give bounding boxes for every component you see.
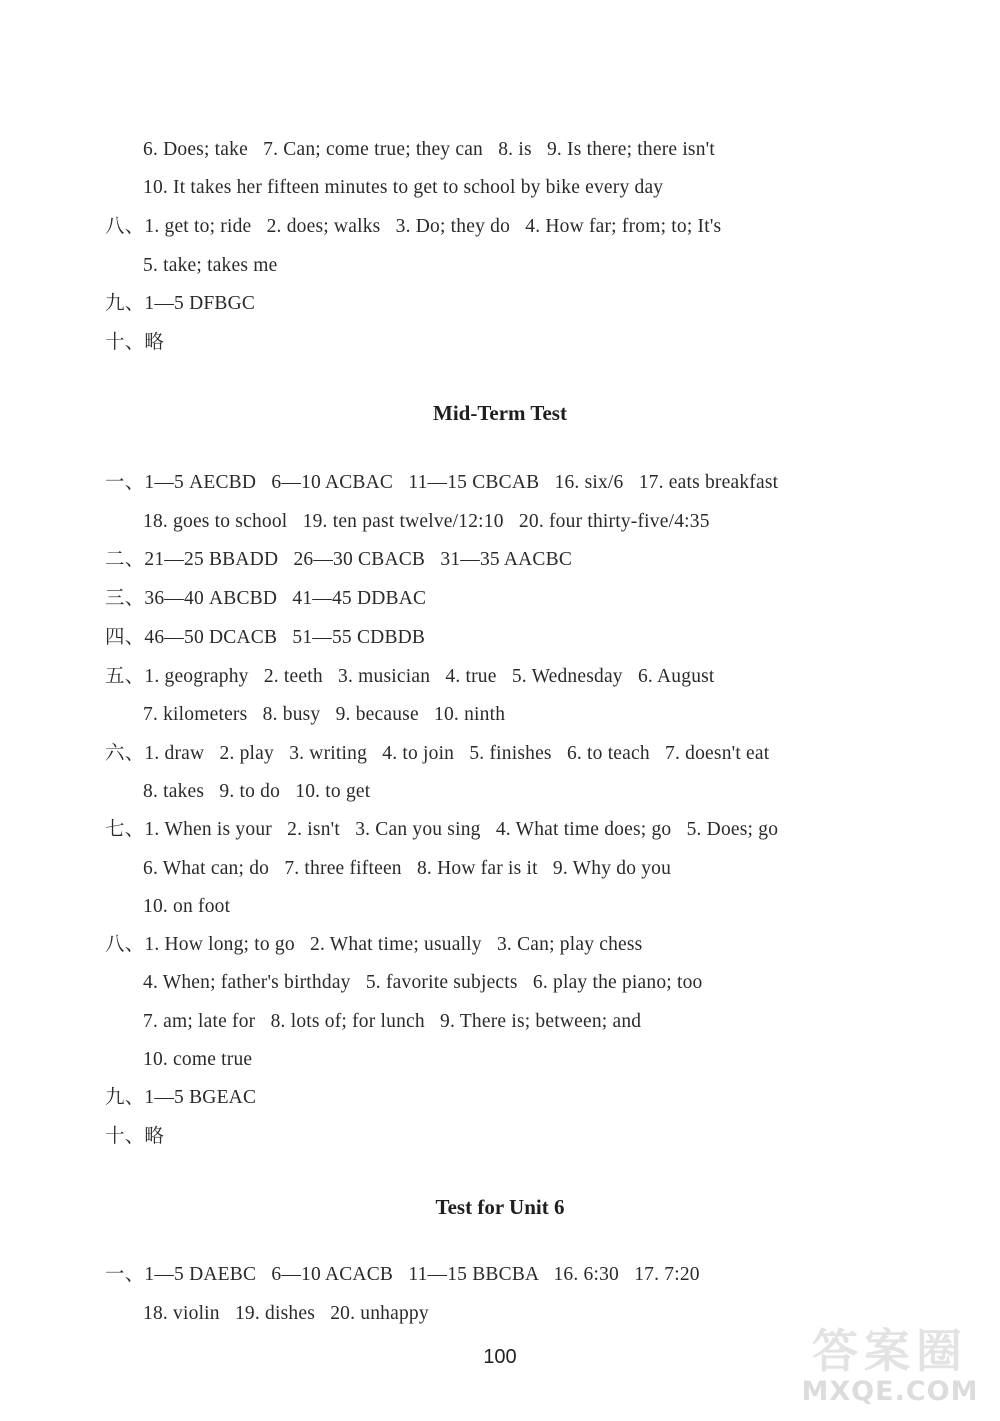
- watermark-logo: [790, 1318, 990, 1410]
- answer-line-mt-7: 7. kilometers 8. busy 9. because 10. ninth: [143, 704, 506, 725]
- answer-line-u5-5: 九、1—5 DFBGC: [105, 293, 256, 314]
- answer-line-mt-13: 八、1. How long; to go 2. What time; usually 3. Can; play chess: [105, 934, 643, 955]
- answer-line-mt-6: 五、1. geography 2. teeth 3. musician 4. true 5. Wednesday 6. August: [105, 666, 715, 687]
- answer-line-mt-4: 三、36—40 ABCBD 41—45 DDBAC: [105, 588, 427, 609]
- answer-line-u5-1: 6. Does; take 7. Can; come true; they can 8. is 9. Is there; there isn't: [143, 139, 716, 160]
- answer-line-mt-18: 十、略: [105, 1126, 165, 1147]
- answer-line-mt-5: 四、46—50 DCACB 51—55 CDBDB: [105, 627, 426, 648]
- answer-line-mt-2: 18. goes to school 19. ten past twelve/12:10 20. four thirty-five/4:35: [143, 511, 710, 532]
- answer-line-u6-2: 18. violin 19. dishes 20. unhappy: [143, 1303, 429, 1324]
- answer-line-mt-12: 10. on foot: [143, 896, 231, 917]
- answer-line-u6-1: 一、1—5 DAEBC 6—10 ACACB 11—15 BBCBA 16. 6:30 17. 7:20: [105, 1264, 700, 1285]
- answer-line-mt-16: 10. come true: [143, 1049, 253, 1070]
- answer-line-mt-10: 七、1. When is your 2. isn't 3. Can you sing 4. What time does; go 5. Does; go: [105, 819, 779, 840]
- answer-line-mt-17: 九、1—5 BGEAC: [105, 1087, 257, 1108]
- answer-line-mt-15: 7. am; late for 8. lots of; for lunch 9. There is; between; and: [143, 1011, 642, 1032]
- answer-line-u5-3: 八、1. get to; ride 2. does; walks 3. Do; they do 4. How far; from; to; It's: [105, 216, 722, 237]
- answer-line-mt-11: 6. What can; do 7. three fifteen 8. How far is it 9. Why do you: [143, 858, 672, 879]
- answer-line-mt-1: 一、1—5 AECBD 6—10 ACBAC 11—15 CBCAB 16. six/6 17. eats breakfast: [105, 472, 779, 493]
- answer-line-u5-2: 10. It takes her fifteen minutes to get to school by bike every day: [143, 177, 664, 198]
- watermark-logo-chinese: 答案圈: [812, 1324, 968, 1378]
- watermark-logo-domain: MXQE.COM: [801, 1376, 979, 1407]
- section-title-unit6: Test for Unit 6: [435, 1195, 565, 1219]
- section-title-midterm: Mid-Term Test: [433, 401, 567, 425]
- page-number: 100: [483, 1346, 517, 1368]
- answer-line-mt-8: 六、1. draw 2. play 3. writing 4. to join 5. finishes 6. to teach 7. doesn't eat: [105, 743, 770, 764]
- answer-line-mt-9: 8. takes 9. to do 10. to get: [143, 781, 371, 802]
- answer-line-u5-4: 5. take; takes me: [143, 255, 278, 276]
- answer-line-u5-6: 十、略: [105, 332, 165, 353]
- answer-line-mt-14: 4. When; father's birthday 5. favorite subjects 6. play the piano; too: [143, 972, 703, 993]
- answer-line-mt-3: 二、21—25 BBADD 26—30 CBACB 31—35 AACBC: [105, 549, 573, 570]
